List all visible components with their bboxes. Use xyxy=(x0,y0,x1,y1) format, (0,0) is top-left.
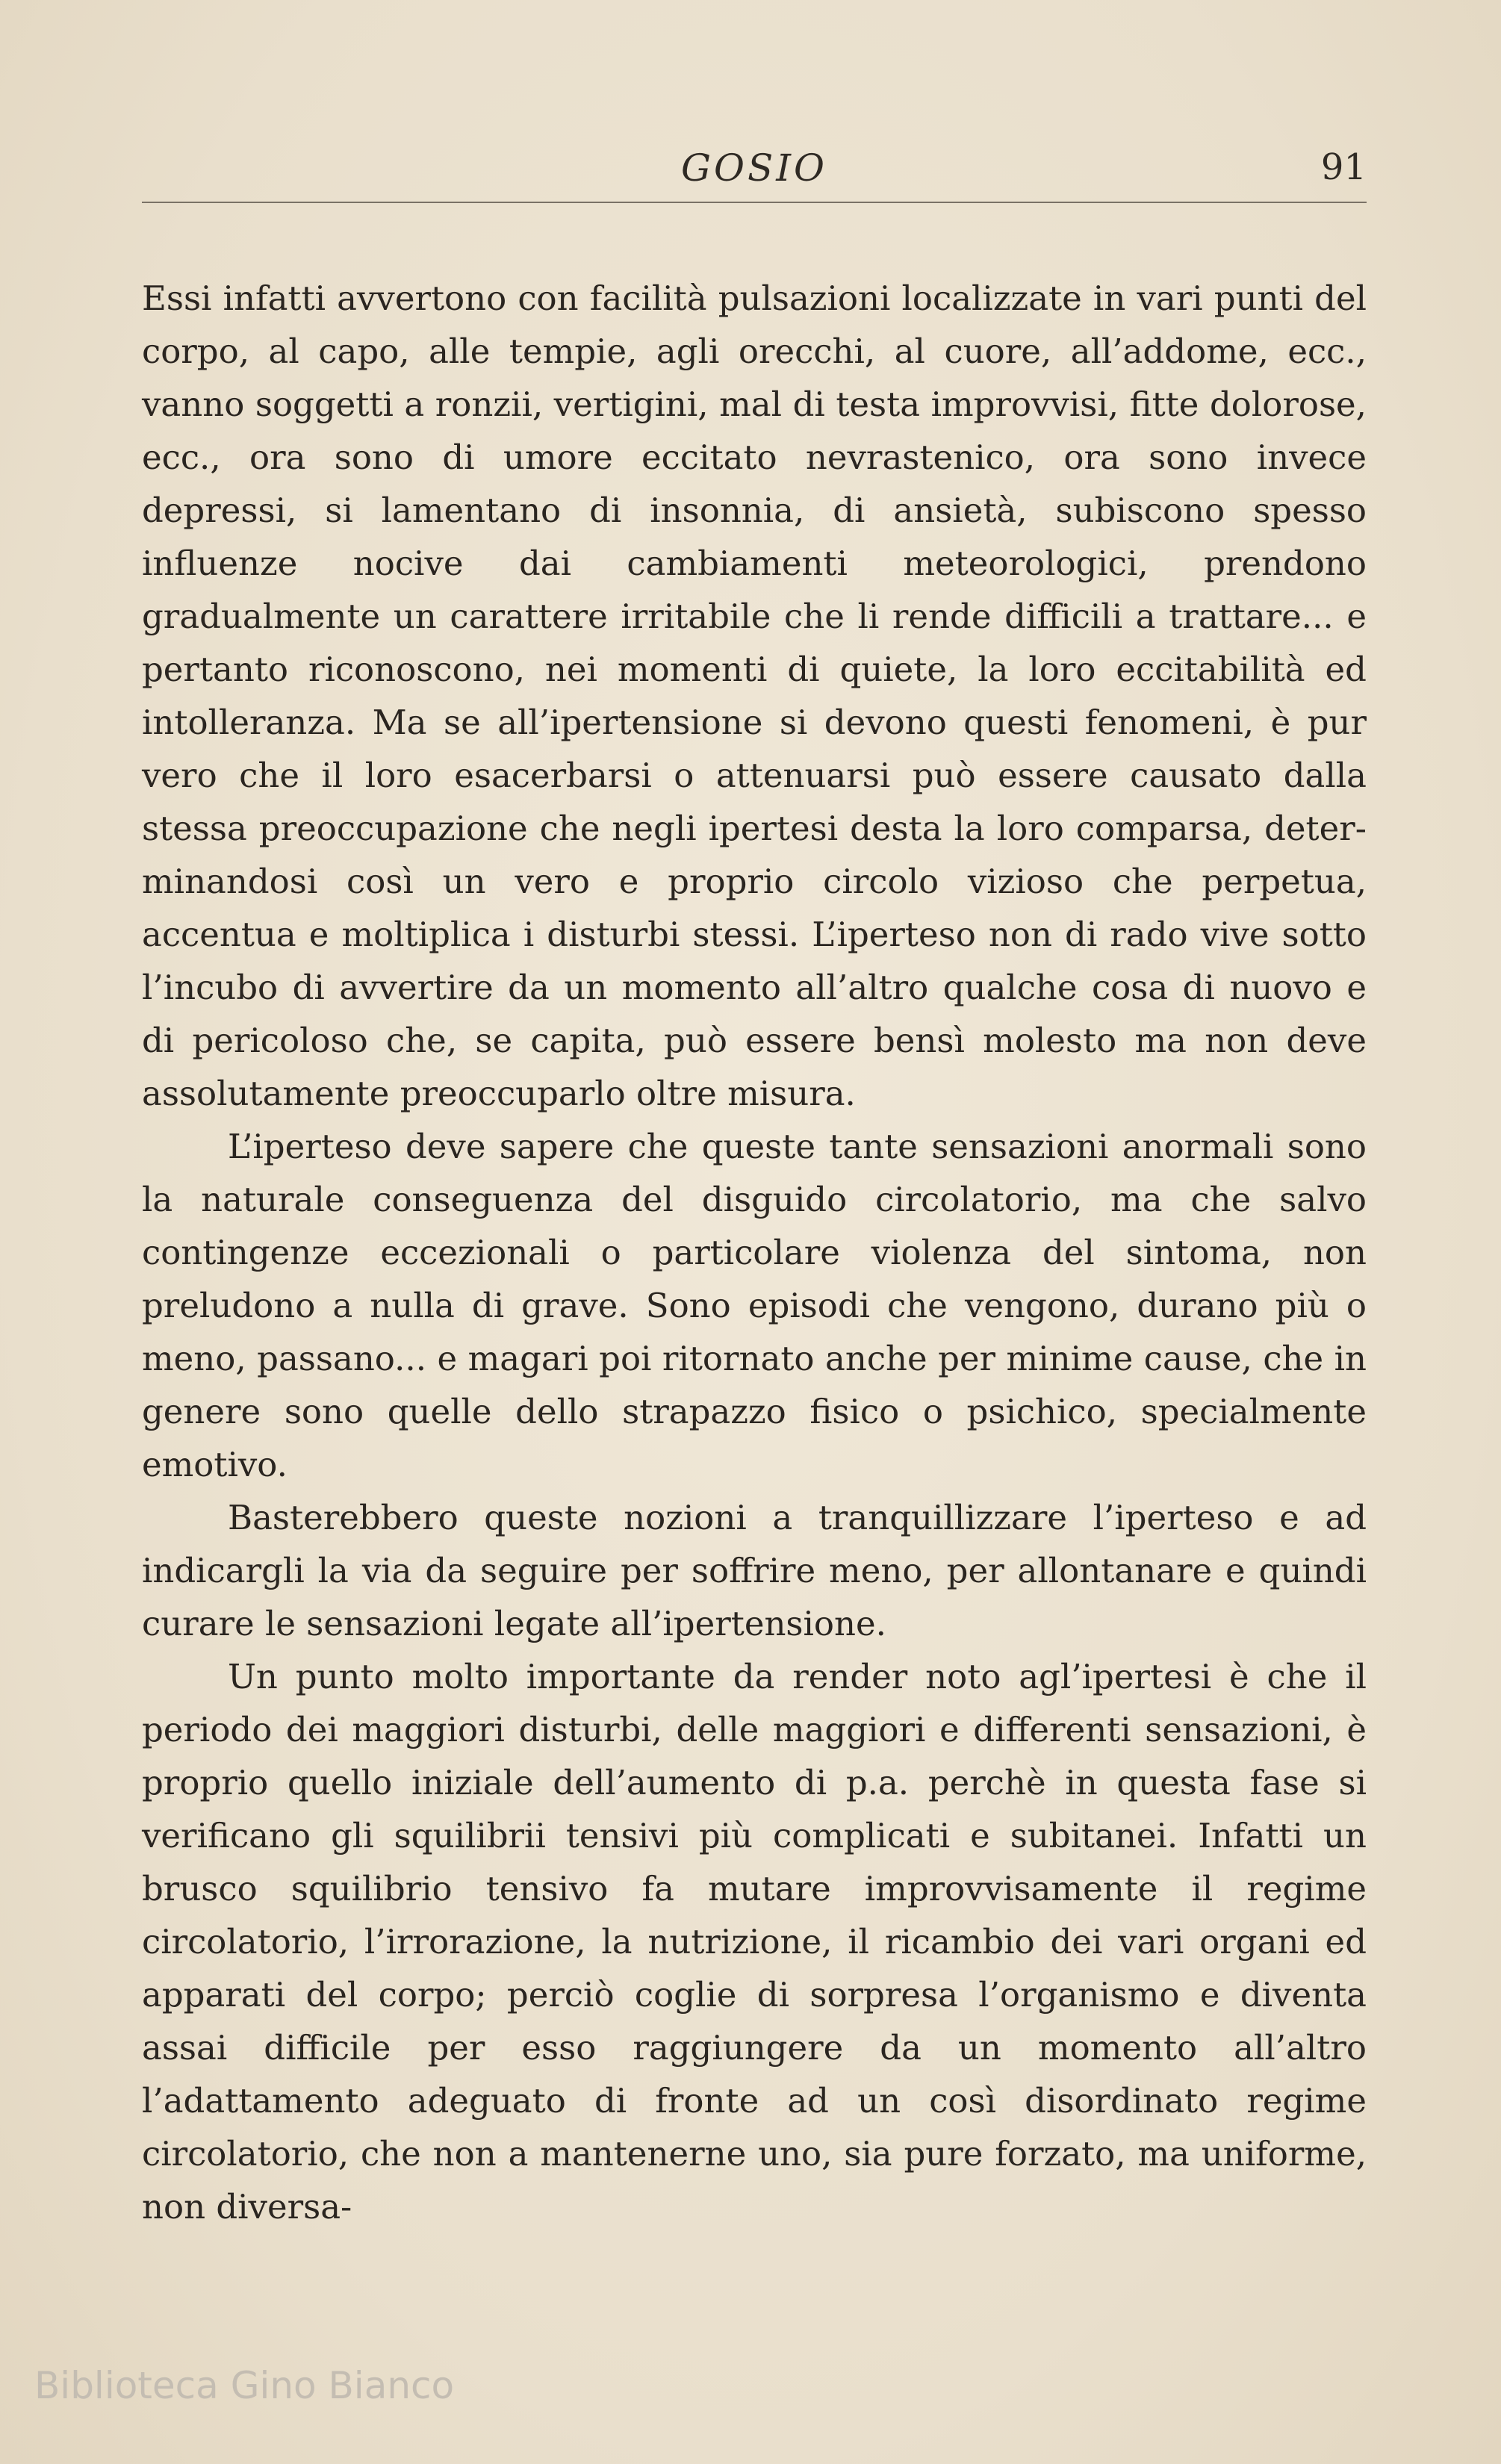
running-title: GOSIO xyxy=(681,146,827,190)
paragraph-2: L’iperteso deve sapere che queste tante sensazioni anormali sono la naturale conseguenza del disguido circolatorio, ma che salvo contingenze eccezionali o particolare violenza del sintoma, non preludono a nulla di grave. Sono episodi che vengono, durano più o meno, passano... e magari poi ritornato anche per minime cause, che in genere sono quelle dello strapazzo fisico o psichico, specialmente emotivo. xyxy=(142,1127,1367,1484)
running-header xyxy=(142,142,1367,203)
watermark-text: Biblioteca Gino Bianco xyxy=(34,2364,455,2407)
paragraph-3: Basterebbero queste nozioni a tranquillizzare l’iperteso e ad indicargli la via da seguire per soffrire meno, per allontanare e quindi curare le sensazioni legate all’ipertensione. xyxy=(142,1498,1367,1643)
paragraph-4: Un punto molto importante da render noto agl’ipertesi è che il periodo dei maggiori disturbi, delle maggiori e differenti sensazioni, è proprio quello iniziale dell’aumento di p.a. perchè in questa fase si verificano gli squilibrii tensivi più complicati e subitanei. Infatti un brusco squilibrio tensivo fa mutare improvvisamente il regime circolatorio, l’irrorazione, la nutrizione, il ricambio dei vari organi ed apparati del corpo; perciò coglie di sorpresa l’organismo e diventa assai difficile per esso raggiungere da un momento all’altro l’adattamento adeguato di fronte ad un così disordinato regime circolatorio, che non a mantenerne uno, sia pure forzato, ma uniforme, non diversa- xyxy=(142,1657,1367,2227)
paragraph-1: Essi infatti avvertono con facilità pulsazioni localizzate in vari punti del corpo, al capo, alle tempie, agli orecchi, al cuore, all’addome, ecc., vanno soggetti a ronzii, vertigini, mal di testa improvvisi, fitte dolorose, ecc., ora sono di umore eccitato nevrastenico, ora sono invece depressi, si lamentano di insonnia, di ansietà, subiscono spesso influenze nocive dai cambiamenti meteorologici, prendono gradualmente un carattere irritabile che li rende difficili a trattare... e pertanto riconoscono, nei momenti di quiete, la loro eccitabilità ed intolleranza. Ma se all’ipertensione si devono questi fenomeni, è pur vero che il loro esacerbarsi o attenuarsi può essere causato dalla stessa preoccupazione che negli ipertesi desta la loro comparsa, determinandosi così un vero e proprio circolo vizioso che perpetua, accentua e moltiplica i disturbi stessi. L’iperteso non di rado vive sotto l’incubo di avvertire da un momento all’altro qualche cosa di nuovo e di pericoloso che, se capita, può essere bensì molesto ma non deve assolutamente preoccuparlo oltre misura. xyxy=(142,279,1367,1113)
page-number: 91 xyxy=(1320,146,1367,188)
body-text xyxy=(142,272,1367,2233)
